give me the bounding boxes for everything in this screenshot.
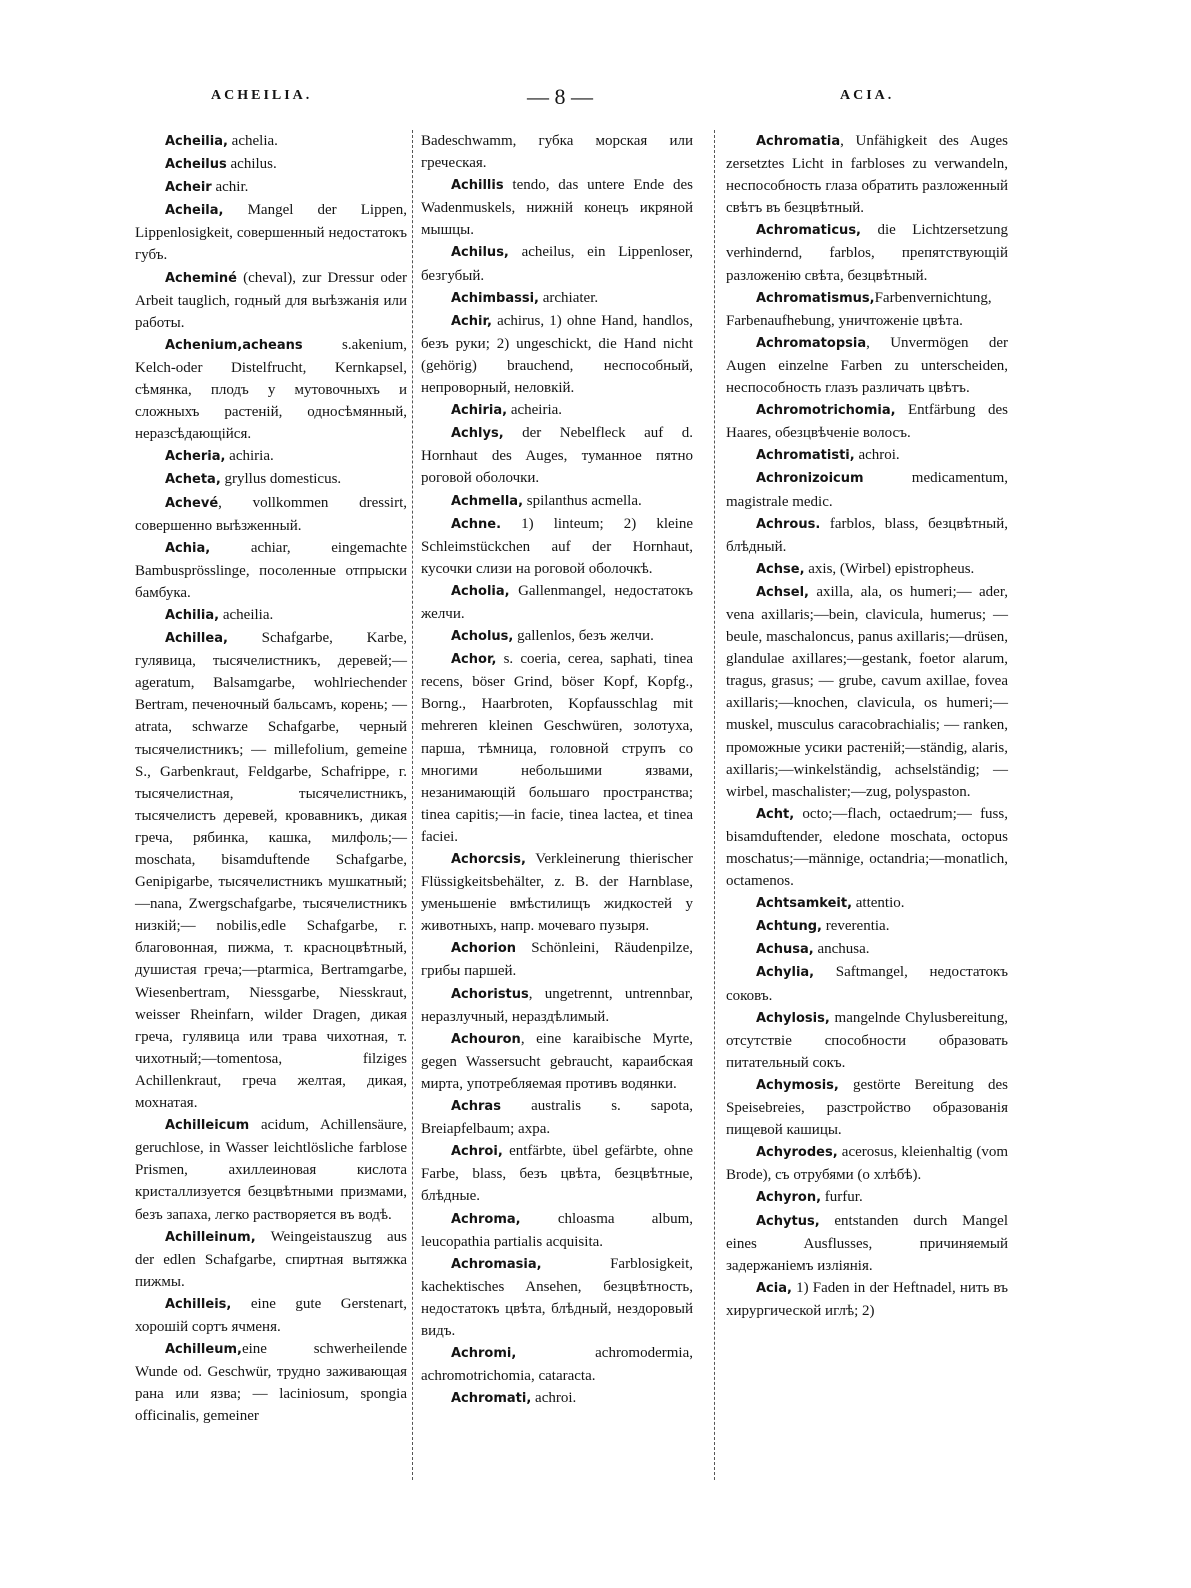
entry-definition: achir. xyxy=(211,179,249,196)
entry-headword: Achymosis, xyxy=(756,1077,839,1093)
dictionary-entry xyxy=(135,627,407,1114)
running-head-right: ACIA. xyxy=(840,88,895,103)
entry-headword: Achlys, xyxy=(451,426,504,442)
dictionary-entry xyxy=(421,648,693,848)
dictionary-entry xyxy=(726,1186,1008,1209)
dictionary-entry xyxy=(421,1208,693,1253)
entry-definition: farblos, blass, безцвѣтный, блѣдный. xyxy=(726,515,1008,555)
dictionary-entry xyxy=(135,1338,407,1427)
entry-headword: Achromatisti, xyxy=(756,448,855,464)
entry-definition: achirus, 1) ohne Hand, handlos, безъ руки; 2) ungeschickt, die Hand nicht (gehörig) brauchend, неспособный, непроворный, неловкій. xyxy=(421,312,693,397)
entry-headword: Achromi, xyxy=(451,1346,517,1362)
entry-definition: (cheval), zur Dressur oder Arbeit tauglich, годный для выѣзжанія или работы. xyxy=(135,269,407,331)
entry-definition: eine schwerheilende Wunde od. Geschwür, трудно заживающая рана или язва; — laciniosum, spongia officinalis, gemeiner xyxy=(135,1341,407,1425)
dictionary-entry xyxy=(726,467,1008,512)
entry-headword: Achiria, xyxy=(451,403,508,419)
entry-definition: die Lichtzersetzung verhindernd, farblos, препятствующій разложенію свѣта, безцвѣтный. xyxy=(726,222,1008,284)
entry-headword: Acheta, xyxy=(165,472,221,488)
dictionary-entry xyxy=(421,399,693,422)
running-head-left: ACHEILIA. xyxy=(211,88,313,103)
entry-headword: Achorcsis, xyxy=(451,852,526,867)
entry-headword: Achor, xyxy=(451,652,497,668)
entry-definition: octo;—flach, octaedrum;— fuss, bisamduftender, eledone moschata, octopus moschatus;—männige, octandria;—monatlich, octamenos. xyxy=(726,805,1008,890)
dictionary-entry xyxy=(726,1210,1008,1277)
entry-definition: australis s. sapota, Breiapfelbaum; ахра. xyxy=(421,1098,693,1138)
entry-headword: Achilia, xyxy=(165,607,220,623)
dictionary-entry xyxy=(135,1226,407,1293)
dictionary-entry xyxy=(421,848,693,937)
entry-headword: Achromatia xyxy=(756,134,841,149)
entry-headword: Achromati, xyxy=(451,1391,532,1407)
entry-headword: Achoristus xyxy=(451,986,529,1002)
dictionary-entry xyxy=(726,130,1008,219)
dictionary-entry xyxy=(135,604,407,627)
entry-headword: Achyron, xyxy=(756,1190,822,1206)
dictionary-entry xyxy=(726,915,1008,938)
dictionary-entry xyxy=(421,287,693,310)
dictionary-entry xyxy=(421,937,693,982)
dictionary-entry xyxy=(421,513,693,580)
dictionary-entry xyxy=(135,492,407,537)
entry-headword: Achromaticus, xyxy=(756,223,861,239)
entry-headword: Acheir xyxy=(165,180,212,196)
entry-headword: Acheila, xyxy=(165,203,224,219)
entry-definition: gallenlos, безъ желчи. xyxy=(513,628,654,645)
entry-headword: Achenium,acheans xyxy=(165,337,303,353)
entry-headword: Achilleinum, xyxy=(165,1229,256,1245)
entry-definition: acerosus, kleienhaltig (vom Brode), съ отрубями (о хлѣбѣ). xyxy=(726,1144,1008,1184)
entry-headword: Achilus, xyxy=(451,245,509,261)
entry-headword: Achtsamkeit, xyxy=(756,896,853,912)
entry-definition: acheiria. xyxy=(507,402,563,419)
dictionary-entry xyxy=(421,241,693,286)
entry-headword: Achroi, xyxy=(451,1144,503,1160)
entry-definition: acidum, Achillensäure, geruchlose, in Wasser leichtlösliche farblose Prismen, ахиллеиновая кислота кристаллизуется безцвѣтными призмами, безъ запаха, легко растворяется въ водѣ. xyxy=(135,1117,407,1223)
entry-definition: Farbenvernichtung, Farbenaufhebung, уничтоженіе цвѣта. xyxy=(726,289,992,329)
entry-headword: Achmella, xyxy=(451,493,524,509)
entry-headword: Achromatopsia xyxy=(756,335,867,351)
dictionary-entry xyxy=(421,422,693,489)
column-3 xyxy=(726,130,1008,1322)
entry-definition: , Unfähigkeit des Auges zersetztes Licht in farbloses zu verwandeln, неспособность глаза обратить разложенный свѣтъ въ безцвѣтный. xyxy=(726,133,1008,217)
entry-definition: s.akenium, Kelch-oder Distelfrucht, Kernkapsel, сѣмянка, плодъ у мутовочныхъ и сложныхъ растеній, односѣмянный, неразсѣдающійся. xyxy=(135,336,407,443)
entry-definition: 1) Faden in der Heftnadel, нить въ хирургической иглѣ; 2) xyxy=(726,1279,1008,1319)
entry-definition: Mangel der Lippen, Lippenlosigkeit, совершенный недостатокъ губъ. xyxy=(135,202,407,264)
entry-definition: der Nebelfleck auf d. Hornhaut des Auges, туманное пятно роговой оболочки. xyxy=(421,425,693,487)
dictionary-entry xyxy=(135,153,407,176)
dictionary-entry xyxy=(421,174,693,241)
dictionary-entry xyxy=(726,961,1008,1006)
entry-headword: Acia, xyxy=(756,1280,792,1296)
entry-definition: acheilia. xyxy=(219,606,274,623)
entry-headword: Achyrodes, xyxy=(756,1145,838,1161)
dictionary-entry xyxy=(135,1114,407,1225)
dictionary-entry xyxy=(135,334,407,445)
entry-headword: Achylia, xyxy=(756,965,815,981)
entry-definition: anchusa. xyxy=(813,941,870,958)
entry-definition: achelia. xyxy=(227,133,278,149)
entry-headword: Achras xyxy=(451,1099,501,1115)
entry-definition: Schafgarbe, Karbe, гулявица, тысячелистникъ, деревей;— ageratum, Balsamgarbe, wohlriechender Bertram, печеночный бальсамъ, корень; — atrata, schwarze Schafgarbe, черный тысячелистникъ; — millefolium, gemeine S., Garbenkraut, Feldgarbe, Schafrippe, г. тысячелистная, тысячелистникъ, тысячелистъ деревей, кровавникъ, дикая греча, рябинка, кашка, милфоль;—moschata, bisamduftende Schafgarbe, Genipigarbe, тысячелистникъ мушкатный; —nana, Zwergschafgarbe, тысячелистникъ низкій;— nobilis,edle Schafgarbe, г. благовонная, пижма, т. красноцвѣтный, душистая греча;—ptarmica, Bertramgarbe, Wiesenbertram, Niessgarbe, Niesskraut, weisser Rheinfarn, wilder Dragen, дикая греча, гулявица или трава чихотная, т. чихотный;—tomentosa, filziges Achillenkraut, греча желтая, дикая, мохнатая. xyxy=(135,630,407,1112)
entry-headword: Acheminé xyxy=(165,270,237,286)
dictionary-entry xyxy=(726,938,1008,961)
entry-definition: achromodermia, achromotrichomia, cataracta. xyxy=(421,1345,693,1385)
entry-definition: Schönleini, Räudenpilze, грибы паршей. xyxy=(421,940,693,980)
column-1 xyxy=(135,130,407,1427)
dictionary-entry xyxy=(726,558,1008,581)
entry-headword: Achromatismus, xyxy=(756,290,875,306)
entry-definition: acheilus, ein Lippenloser, безгубый. xyxy=(421,244,693,284)
dictionary-entry xyxy=(726,892,1008,915)
dictionary-entry xyxy=(421,1028,693,1095)
entry-headword: Achimbassi, xyxy=(451,290,539,306)
entry-headword: Achsel, xyxy=(756,584,809,600)
entry-definition: archiater. xyxy=(538,289,599,306)
entry-headword: Achir, xyxy=(451,313,492,329)
entry-headword: Achevé xyxy=(165,495,219,511)
entry-definition: chloasma album, leucopathia partialis acquisita. xyxy=(421,1210,693,1250)
dictionary-entry xyxy=(421,130,693,174)
entry-definition: achiar, eingemachte Bambusprösslinge, посоленные отпрыски бамбука. xyxy=(135,539,407,601)
dictionary-entry xyxy=(726,581,1008,803)
dictionary-entry xyxy=(135,1293,407,1338)
entry-headword: Acht, xyxy=(756,806,795,822)
dictionary-entry xyxy=(726,332,1008,399)
entry-definition: Saftmangel, недостатокъ соковъ. xyxy=(726,964,1008,1004)
column-divider xyxy=(412,130,413,1480)
dictionary-entry xyxy=(726,1007,1008,1074)
entry-definition: , vollkommen dressirt, совершенно выѣзженный. xyxy=(135,494,407,534)
dictionary-entry xyxy=(726,219,1008,286)
entry-definition: spilanthus acmella. xyxy=(523,492,642,509)
entry-headword: Acheilus xyxy=(165,157,227,173)
entry-headword: Achromasia, xyxy=(451,1256,542,1272)
dictionary-entry xyxy=(726,1141,1008,1186)
entry-definition: 1) linteum; 2) kleine Schleimstückchen auf der Hornhaut, кусочки слизи на роговой оболочкѣ. xyxy=(421,515,693,577)
entry-definition: furfur. xyxy=(821,1189,863,1206)
dictionary-entry xyxy=(135,537,407,604)
entry-definition: achiria. xyxy=(225,448,274,465)
column-divider xyxy=(714,130,715,1480)
entry-definition: Badeschwamm, губка морская или греческая. xyxy=(421,133,693,172)
entry-headword: Achouron xyxy=(451,1031,521,1047)
entry-headword: Achroma, xyxy=(451,1211,521,1227)
entry-definition: , Unvermögen der Augen einzelne Farben zu unterscheiden, неспособность глазъ различать цвѣтъ. xyxy=(726,334,1008,397)
entry-definition: mangelnde Chylusbereitung, отсутствіе способности образовать питательный сокъ. xyxy=(726,1009,1008,1071)
entry-definition: gestörte Bereitung des Speisebreies, разстройство образованія пищевой кашицы. xyxy=(726,1076,1008,1139)
dictionary-entry xyxy=(135,468,407,491)
dictionary-entry xyxy=(726,1277,1008,1322)
dictionary-entry xyxy=(421,1140,693,1207)
entry-headword: Achorion xyxy=(451,941,517,957)
entry-headword: Achilleis, xyxy=(165,1296,232,1312)
dictionary-entry xyxy=(421,983,693,1028)
dictionary-entry xyxy=(726,1074,1008,1141)
entry-headword: Achillis xyxy=(451,178,504,194)
dictionary-entry xyxy=(135,176,407,199)
entry-definition: attentio. xyxy=(852,895,905,912)
entry-definition: eine gute Gerstenart, хорошій сортъ ячменя. xyxy=(135,1295,407,1335)
entry-headword: Acheilia, xyxy=(165,134,228,149)
dictionary-entry xyxy=(421,625,693,648)
entry-headword: Achse, xyxy=(756,561,805,577)
dictionary-entry xyxy=(135,267,407,334)
column-2 xyxy=(421,130,693,1410)
entry-headword: Achylosis, xyxy=(756,1010,830,1026)
entry-definition: gryllus domesticus. xyxy=(220,471,342,488)
dictionary-entry xyxy=(421,310,693,399)
entry-definition: Weingeistauszug aus der edlen Schafgarbe, спиртная вытяжка пижмы. xyxy=(135,1228,407,1290)
entry-definition: Gallenmangel, недостатокъ желчи. xyxy=(421,582,693,622)
dictionary-entry xyxy=(726,513,1008,558)
dictionary-entry xyxy=(421,1387,693,1410)
entry-definition: , eine karaibische Myrte, gegen Wassersucht gebraucht, караибская мирта, употребляемая противъ водянки. xyxy=(421,1030,693,1092)
entry-definition: Verkleinerung thierischer Flüssigkeitsbehälter, z. B. der Harnblase, уменьшеніе вмѣстилищъ жидкостей у животныхъ, напр. мочеваго пузыря. xyxy=(421,851,693,935)
entry-headword: Acholia, xyxy=(451,583,510,599)
entry-headword: Acheria, xyxy=(165,449,226,465)
dictionary-entry xyxy=(135,445,407,468)
entry-definition: entstanden durch Mangel eines Ausflusses, причиняемый задержаніемъ изліянія. xyxy=(726,1212,1008,1274)
entry-definition: axis, (Wirbel) epistropheus. xyxy=(804,560,975,577)
dictionary-entry xyxy=(135,130,407,153)
entry-headword: Achilleum, xyxy=(165,1342,242,1358)
dictionary-entry xyxy=(421,1095,693,1140)
entry-definition: , ungetrennt, untrennbar, неразлучный, нераздѣлимый. xyxy=(421,985,693,1025)
entry-headword: Achronizoicum xyxy=(756,471,864,487)
entry-definition: reverentia. xyxy=(822,918,890,935)
entry-headword: Achromotrichomia, xyxy=(756,403,896,419)
dictionary-entry xyxy=(421,490,693,513)
dictionary-entry xyxy=(421,1342,693,1387)
entry-headword: Acholus, xyxy=(451,629,514,645)
entry-headword: Achusa, xyxy=(756,942,814,958)
entry-definition: achroi. xyxy=(531,1390,577,1407)
entry-definition: s. coeria, cerea, saphati, tinea recens, böser Grind, böser Kopf, Kopfg., Borng., Haarbroten, Kopfausschlag mit mehreren kleinen Geschwüren, золотуха, парша, тѣмница, головной струпъ со многими небольшими язвами, незанимающій большаго пространства; tinea capitis;—in facie, tinea lactea, et tinea faciei. xyxy=(421,651,693,845)
entry-definition: Entfärbung des Haares, обезцвѣченіе волосъ. xyxy=(726,402,1008,442)
entry-definition: medicamentum, magistrale medic. xyxy=(726,470,1008,510)
page-number: — 8 — xyxy=(527,84,593,109)
entry-headword: Achillea, xyxy=(165,631,228,647)
dictionary-entry xyxy=(421,1253,693,1342)
dictionary-entry xyxy=(421,580,693,625)
entry-definition: achilus. xyxy=(226,156,277,173)
entry-headword: Achtung, xyxy=(756,919,822,935)
dictionary-entry xyxy=(726,444,1008,467)
entry-definition: axilla, ala, os humeri;— ader, vena axillaris;—bein, clavicula, humerus; — beule, maschaloncus, panus axillaris;—drüsen, glandulae axillares;—gestank, foetor alarum, tragus, grasus; — grube, cavum axillae, fovea axillaris;—knochen, clavicula, os humeri;—muskel, musculus caracobrachialis; — ranken, проможные усики растеній;—ständig, alaris, axillaris;—winkelständig, achselständig; — wirbel, maschalister;—zug, polyspaston. xyxy=(726,583,1008,800)
entry-headword: Achilleicum xyxy=(165,1118,250,1134)
entry-definition: achroi. xyxy=(854,447,900,464)
dictionary-entry xyxy=(726,399,1008,444)
entry-definition: entfärbte, übel gefärbte, ohne Farbe, blass, безъ цвѣта, безцвѣтные, блѣдные. xyxy=(421,1143,693,1205)
entry-headword: Achrous. xyxy=(756,516,821,532)
entry-definition: tendo, das untere Ende des Wadenmuskels, нижній конецъ икряной мышцы. xyxy=(421,177,693,239)
entry-headword: Achia, xyxy=(165,540,211,556)
dictionary-entry xyxy=(135,199,407,266)
entry-headword: Achne. xyxy=(451,516,502,532)
dictionary-entry xyxy=(726,803,1008,892)
dictionary-entry xyxy=(726,287,1008,332)
entry-headword: Achytus, xyxy=(756,1213,820,1229)
entry-definition: Farblosigkeit, kachektisches Ansehen, безцвѣтность, недостатокъ цвѣта, блѣдный, нездоровый видъ. xyxy=(421,1255,693,1339)
